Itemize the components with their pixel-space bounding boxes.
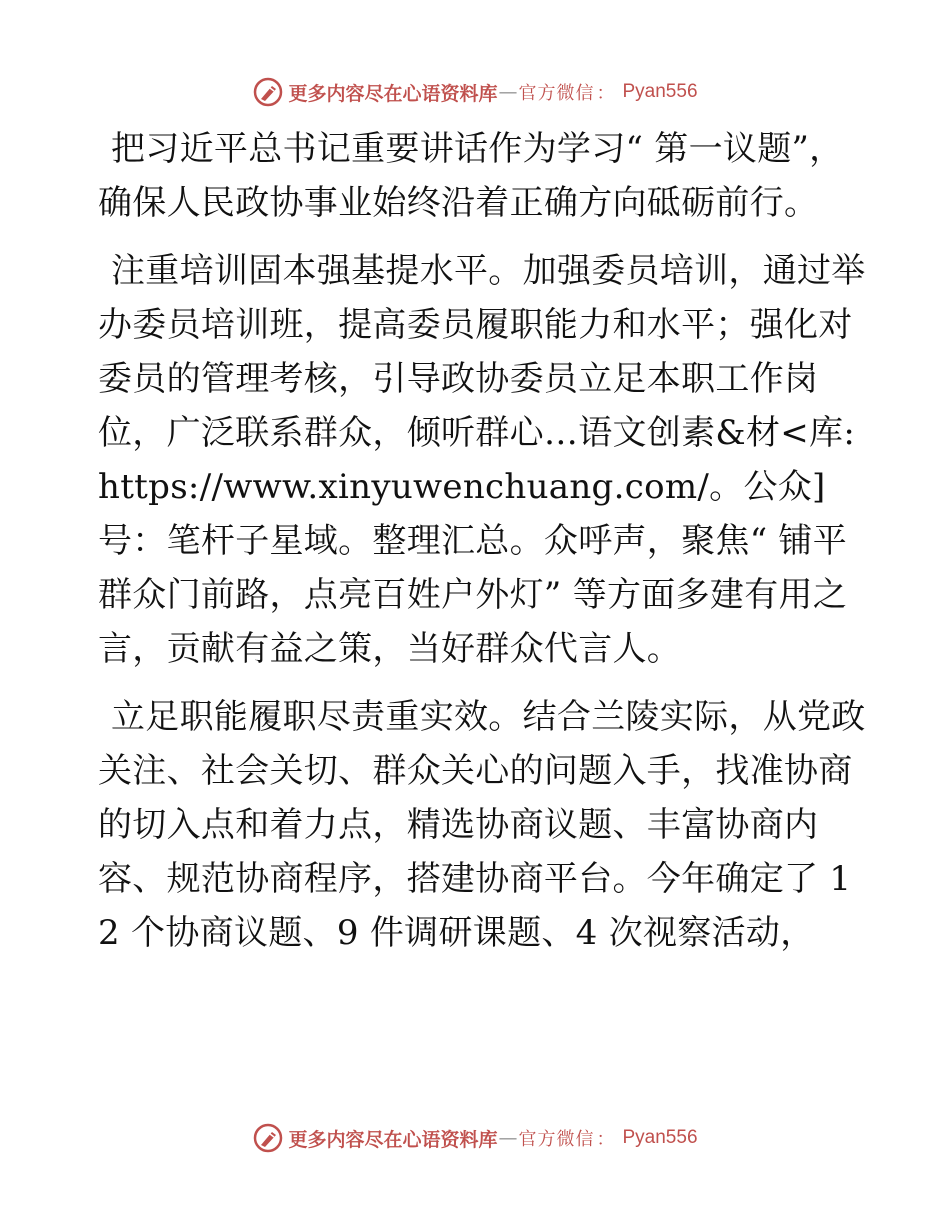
banner-brand-text: 更多内容尽在心语资料库	[288, 1128, 498, 1151]
paragraph-1: 把习近平总书记重要讲话作为学习“ 第一议题”，确保人民政协事业始终沿着正确方向砥砺前行。	[98, 129, 844, 223]
pen-nib-logo-icon	[252, 1122, 284, 1154]
header-watermark-banner	[0, 72, 950, 112]
banner-separator: —	[498, 1127, 518, 1149]
banner-official-label: 官方微信	[518, 1129, 595, 1150]
banner-wechat-id: Pyan556	[622, 81, 698, 102]
banner-wechat-id: Pyan556	[622, 1127, 698, 1148]
footer-watermark-banner	[0, 1118, 950, 1158]
paragraph-3: 立足职能履职尽责重实效。结合兰陵实际，从党政关注、社会关切、群众关心的问题入手，找准协商的切入点和着力点，精选协商议题、丰富协商内容、规范协商程序，搭建协商平台。今年确定了 12 个协商议题、9 件调研课题、4 次视察活动，	[98, 697, 866, 953]
document-body	[98, 122, 868, 974]
banner-brand-text: 更多内容尽在心语资料库	[288, 82, 498, 105]
banner-official-label: 官方微信	[518, 83, 595, 104]
banner-separator: —	[498, 81, 518, 103]
banner-colon: ：	[596, 83, 615, 104]
paragraph-2: 注重培训固本强基提水平。加强委员培训，通过举办委员培训班，提高委员履职能力和水平；强化对委员的管理考核，引导政协委员立足本职工作岗位，广泛联系群众，倾听群心…语文创素&材<库:https://www.xinyuwenchuang.com/。公众]号：笔杆子星域。整理汇总。众呼声，聚焦“ 铺平群众门前路，点亮百姓户外灯” 等方面多建有用之言，贡献有益之策，当好群众代言人。	[98, 251, 866, 669]
banner-colon: ：	[596, 1129, 615, 1150]
pen-nib-logo-icon	[252, 76, 284, 108]
